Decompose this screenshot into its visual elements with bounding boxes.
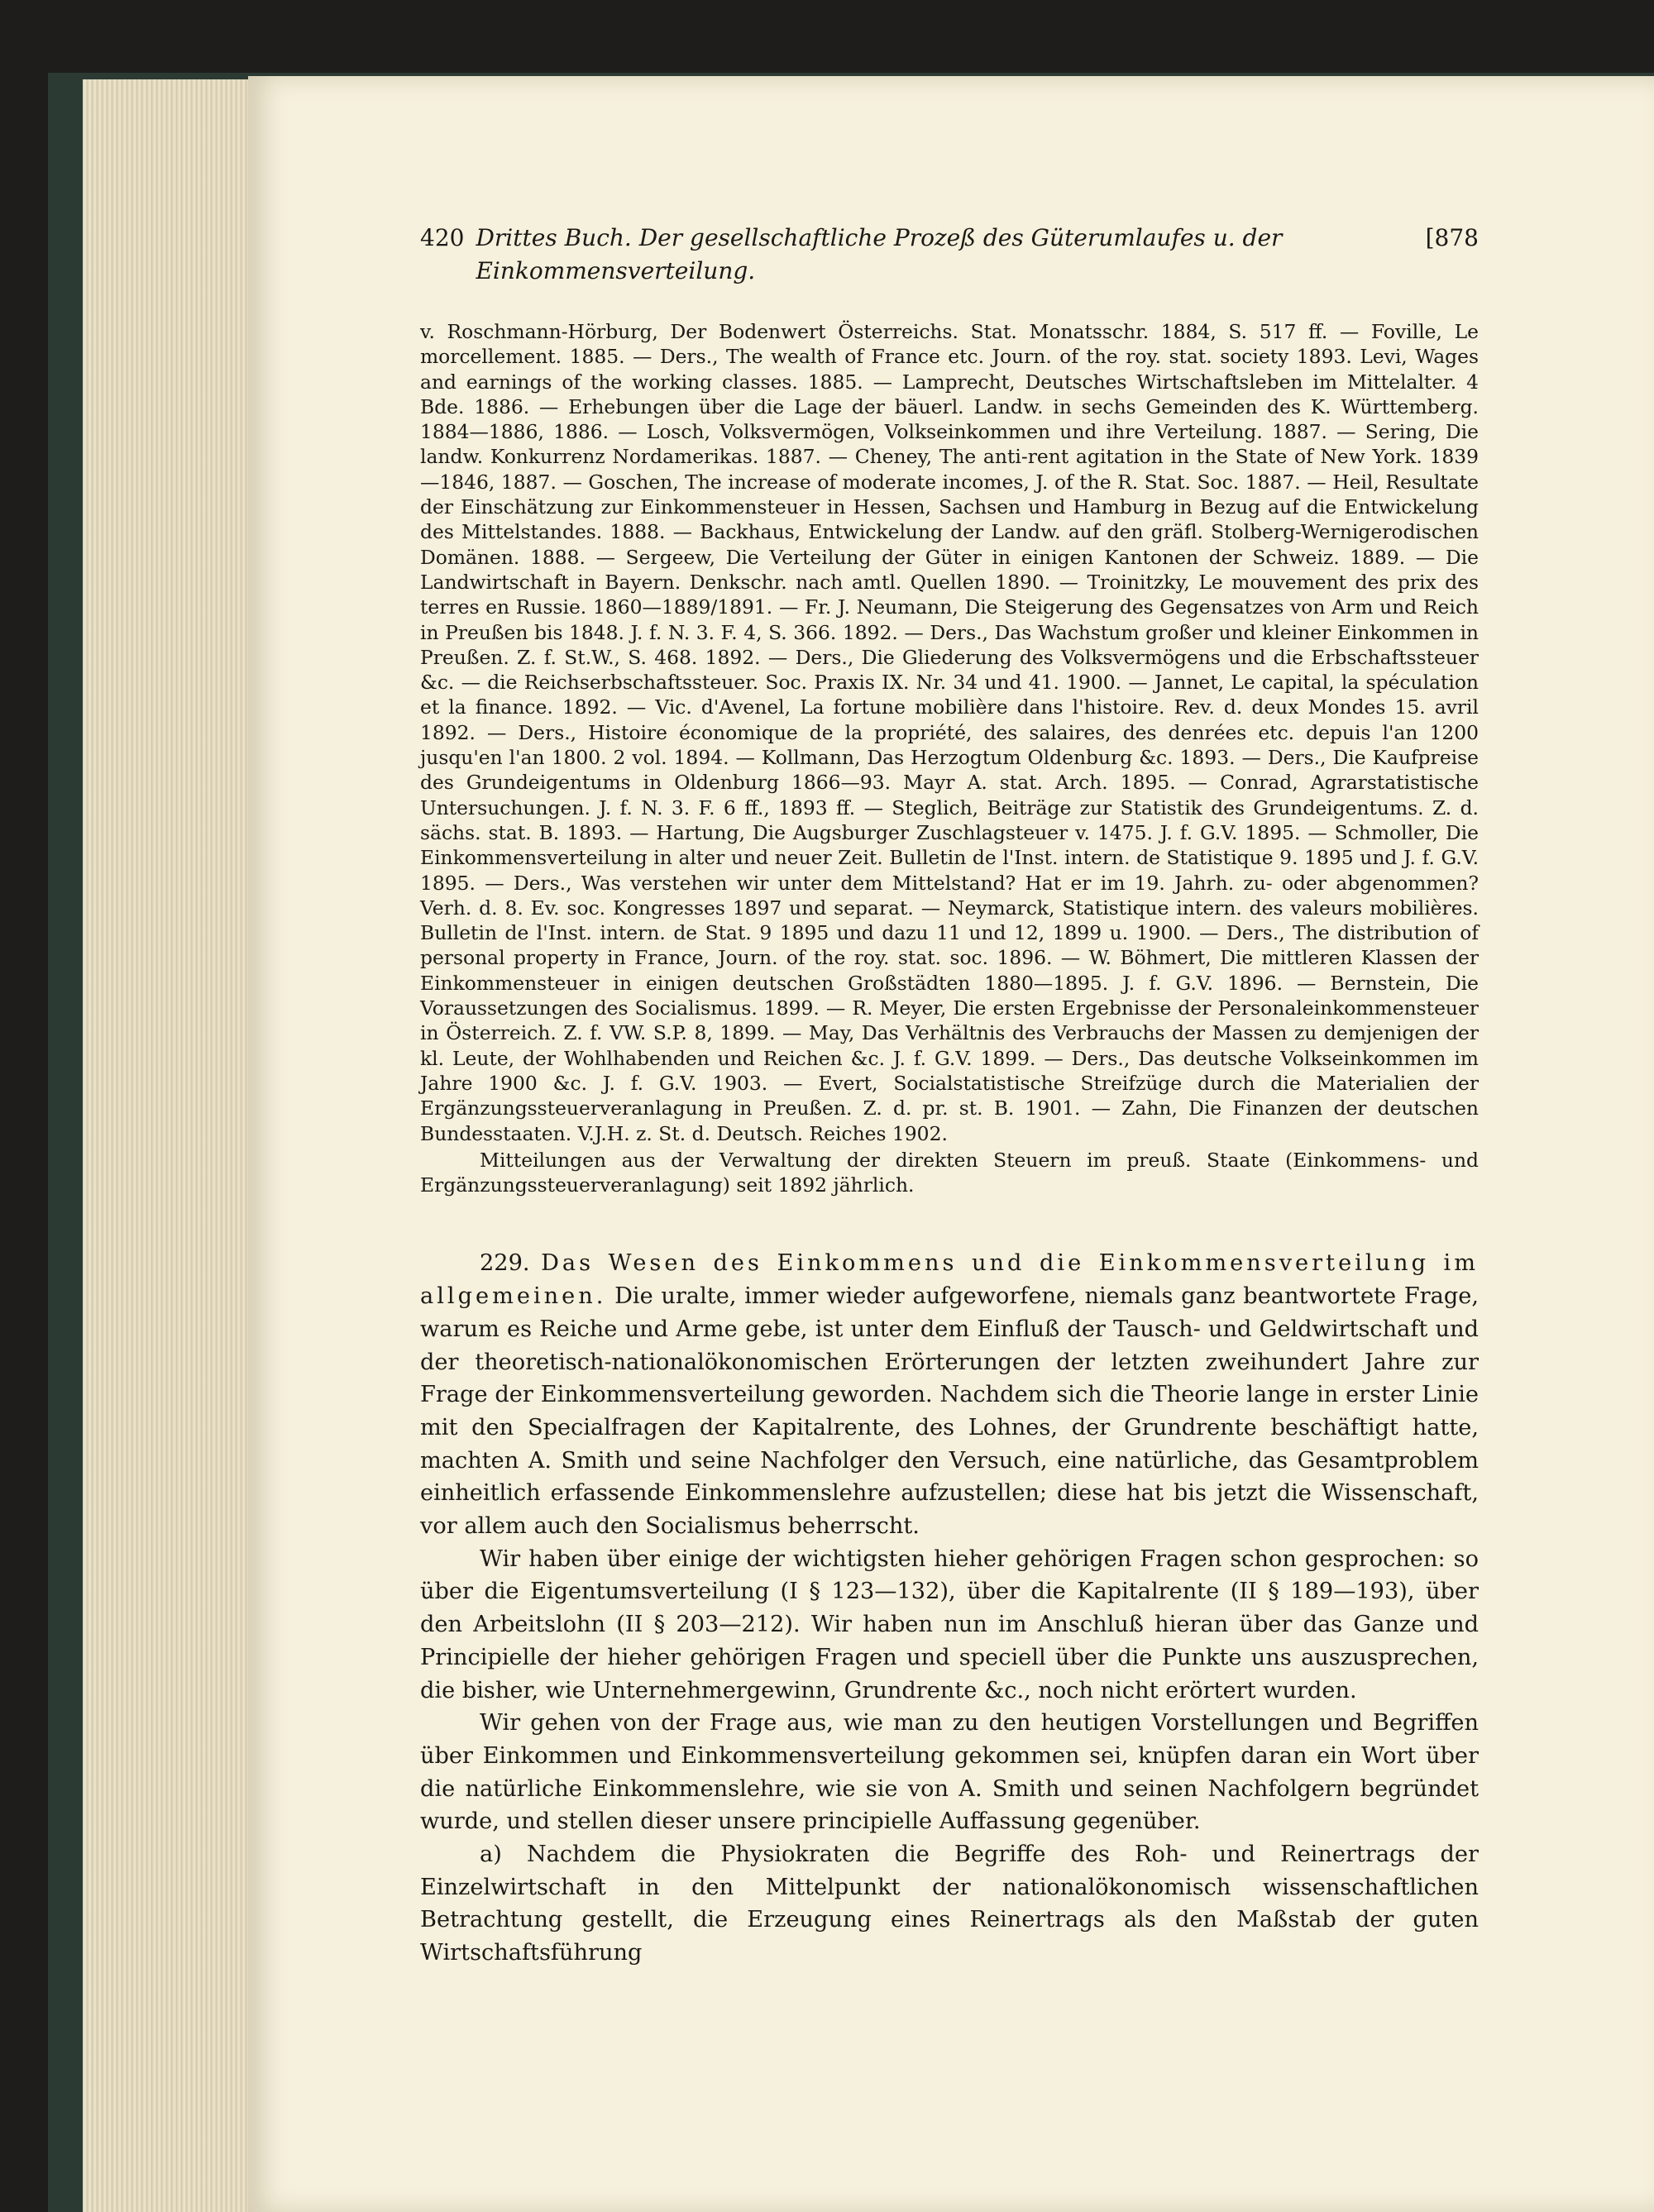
section-number: 229. xyxy=(480,1250,530,1277)
paragraph-3: Wir gehen von der Frage aus, wie man zu den heutigen Vorstellungen und Begriffen über Einkommen und Einkommensverteilung gekommen sei, knüpfen daran ein Wort über die natürliche Einkommenslehre, wie sie von A. Smith und seinen Nachfolgern begründet wurde, und stellen dieser unsere principielle Auffassung gegenüber. xyxy=(420,1710,1479,1835)
bibliography xyxy=(420,319,1479,1197)
bibliography-text: v. Roschmann-Hörburg, Der Bodenwert Österreichs. Stat. Monatsschr. 1884, S. 517 ff. — Foville, Le morcellement. 1885. — Ders., The wealth of France etc. Journ. of the roy. stat. society 1893. Levi, Wages and earnings of the working classes. 1885. — Lamprecht, Deutsches Wirtschaftsleben im Mittelalter. 4 Bde. 1886. — Erhebungen über die Lage der bäuerl. Landw. in sechs Gemeinden des K. Württemberg. 1884—1886, 1886. — Losch, Volksvermögen, Volkseinkommen und ihre Verteilung. 1887. — Sering, Die landw. Konkurrenz Nordamerikas. 1887. — Cheney, The anti-rent agitation in the State of New York. 1839—1846, 1887. — Goschen, The increase of moderate incomes, J. of the R. Stat. Soc. 1887. — Heil, Resultate der Einschätzung zur Einkommensteuer in Hessen, Sachsen und Hamburg in Bezug auf die Entwickelung des Mittelstandes. 1888. — Backhaus, Entwickelung der Landw. auf den gräfl. Stolberg-Wernigerodischen Domänen. 1888. — Sergeew, Die Verteilung der Güter in einigen Kantonen der Schweiz. 1889. — Die Landwirtschaft in Bayern. Denkschr. nach amtl. Quellen 1890. — Troinitzky, Le mouvement des prix des terres en Russie. 1860—1889/1891. — Fr. J. Neumann, Die Steigerung des Gegensatzes von Arm und Reich in Preußen bis 1848. J. f. N. 3. F. 4, S. 366. 1892. — Ders., Das Wachstum großer und kleiner Einkommen in Preußen. Z. f. St.W., S. 468. 1892. — Ders., Die Gliederung des Volksvermögens und die Erbschaftssteuer &c. — die Reichserbschaftssteuer. Soc. Praxis IX. Nr. 34 und 41. 1900. — Jannet, Le capital, la spéculation et la finance. 1892. — Vic. d'Avenel, La fortune mobilière dans l'histoire. Rev. d. deux Mondes 15. avril 1892. — Ders., Histoire économique de la propriété, des salaires, des denrées etc. depuis l'an 1200 jusqu'en l'an 1800. 2 vol. 1894. — Kollmann, Das Herzogtum Oldenburg &c. 1893. — Ders., Die Kaufpreise des Grundeigentums in Oldenburg 1866—93. Mayr A. stat. Arch. 1895. — Conrad, Agrarstatistische Untersuchungen. J. f. N. 3. F. 6 ff., 1893 ff. — Steglich, Beiträge zur Statistik des Grundeigentums. Z. d. sächs. stat. B. 1893. — Hartung, Die Augsburger Zuschlagsteuer v. 1475. J. f. G.V. 1895. — Schmoller, Die Einkommensverteilung in alter und neuer Zeit. Bulletin de l'Inst. intern. de Statistique 9. 1895 und J. f. G.V. 1895. — Ders., Was verstehen wir unter dem Mittelstand? Hat er im 19. Jahrh. zu- oder abgenommen? Verh. d. 8. Ev. soc. Kongresses 1897 und separat. — Neymarck, Statistique intern. des valeurs mobilières. Bulletin de l'Inst. intern. de Stat. 9 1895 und dazu 11 und 12, 1899 u. 1900. — Ders., The distribution of personal property in France, Journ. of the roy. stat. soc. 1896. — W. Böhmert, Die mittleren Klassen der Einkommensteuer in einigen deutschen Großstädten 1880—1895. J. f. G.V. 1896. — Bernstein, Die Voraussetzungen des Socialismus. 1899. — R. Meyer, Die ersten Ergebnisse der Personaleinkommensteuer in Österreich. Z. f. VW. S.P. 8, 1899. — May, Das Verhältnis des Verbrauchs der Massen zu demjenigen der kl. Leute, der Wohlhabenden und Reichen &c. J. f. G.V. 1899. — Ders., Das deutsche Volkseinkommen im Jahre 1900 &c. J. f. G.V. 1903. — Evert, Socialstatistische Streifzüge durch die Materialien der Ergänzungssteuerveranlagung in Preußen. Z. d. pr. st. B. 1901. — Zahn, Die Finanzen der deutschen Bundesstaaten. V.J.H. z. St. d. Deutsch. Reiches 1902. xyxy=(420,320,1479,1145)
paragraph-2: Wir haben über einige der wichtigsten hieher gehörigen Fragen schon gesprochen: so über die Eigentumsverteilung (I § 123—132), über die Kapitalrente (II § 189—193), über den Arbeitslohn (II § 203—212). Wir haben nun im Anschluß hieran über das Ganze und Principielle der hieher gehörigen Fragen und speciell über die Punkte uns auszusprechen, die bisher, wie Unternehmergewinn, Grundrente &c., noch nicht erörtert wurden. xyxy=(420,1546,1479,1703)
section-body xyxy=(420,1247,1479,1969)
running-header xyxy=(420,222,1479,288)
page-edges xyxy=(83,79,256,2212)
page-text xyxy=(420,222,1479,1970)
section-heading: Das Wesen des Einkommens und die Einkommensverteilung im allgemeinen. xyxy=(420,1250,1479,1310)
paragraph-4: a) Nachdem die Physiokraten die Begriffe des Roh- und Reinertrags der Einzelwirtschaft in den Mittelpunkt der nationalökonomisch wissenschaftlichen Betrachtung gestellt, die Erzeugung eines Reinertrags als den Maßstab der guten Wirtschaftsführung xyxy=(420,1842,1479,1966)
section-first-paragraph xyxy=(420,1247,1479,1542)
bibliography-note: Mitteilungen aus der Verwaltung der direkten Steuern im preuß. Staate (Einkommens- und Ergänzungssteuerveranlagung) seit 1892 jährlich. xyxy=(420,1148,1479,1197)
running-title: Drittes Buch. Der gesellschaftliche Prozeß des Güterumlaufes u. der Einkommensverteilung. xyxy=(476,224,1283,284)
page-number: 420 xyxy=(420,224,465,251)
paragraph-1: Die uralte, immer wieder aufgeworfene, niemals ganz beantwortete Frage, warum es Reiche und Arme gebe, ist unter dem Einfluß der Tausch- und Geldwirtschaft und der theoretisch-nationalökonomischen Erörterungen der letzten zweihundert Jahre zur Frage der Einkommensverteilung geworden. Nachdem sich die Theorie lange in erster Linie mit den Specialfragen der Kapitalrente, des Lohnes, der Grundrente beschäftigt hatte, machten A. Smith und seine Nachfolger den Versuch, eine natürliche, das Gesamtproblem einheitlich erfassende Einkommenslehre aufzustellen; diese hat bis jetzt die Wissenschaft, vor allem auch den Socialismus beherrscht. xyxy=(420,1283,1479,1540)
bracket-number: [878 xyxy=(1425,224,1479,251)
